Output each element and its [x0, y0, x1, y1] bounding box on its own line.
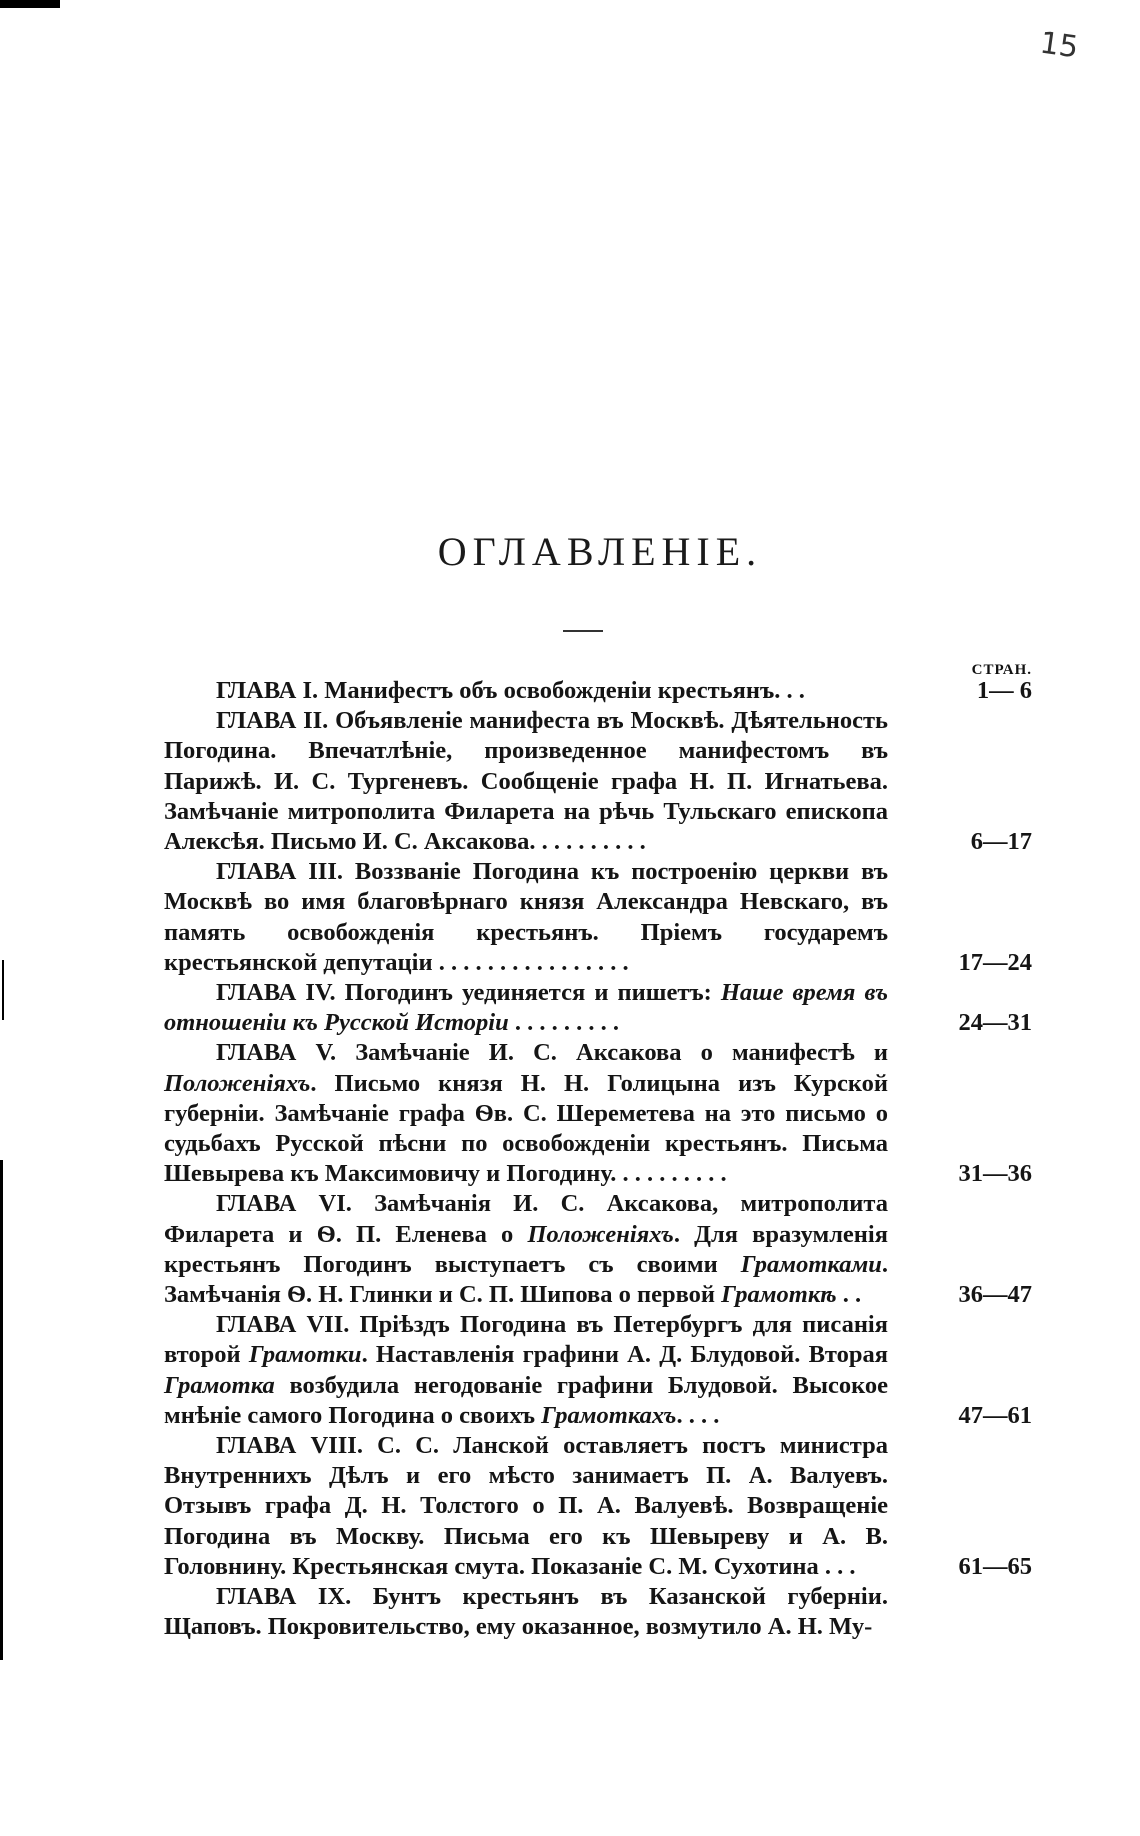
toc-entry-italic-title: Грамотки — [248, 1341, 362, 1369]
scan-edge-mark — [0, 1160, 3, 1660]
title-separator-rule — [563, 630, 603, 632]
page-column-header: СТРАН. — [971, 662, 1032, 678]
toc-entry-text — [164, 676, 888, 706]
toc-entry-page-range: 47—61 — [958, 1401, 1032, 1429]
toc-entry-italic-title: Грамоткахъ — [541, 1401, 677, 1429]
toc-entry-italic-title: Грамоткѣ — [721, 1281, 837, 1309]
toc-entry — [164, 1038, 1032, 1189]
toc-entry-segment: . . — [836, 1281, 862, 1309]
toc-entry — [164, 1431, 1032, 1582]
toc-entry-segment: ГЛАВА III. Воззваніе Погодина къ построенію церкви въ Москвѣ во имя благовѣрнаго князя Александра Невскаго, въ память освобожденія крестьянъ. Пріемъ государемъ крестьянской депутаціи . . . . . . . . . . . . . . . . — [164, 858, 888, 976]
scan-edge-mark — [2, 960, 4, 1020]
toc-entry-segment: ГЛАВА IX. Бунтъ крестьянъ въ Казанской губерніи. Щаповъ. Покровительство, ему оказанное, возмутило А. Н. Му- — [164, 1583, 888, 1641]
toc-entry-page-range: 36—47 — [958, 1281, 1032, 1309]
toc-entry-page-range: 17—24 — [958, 948, 1032, 976]
toc-entry-segment: ГЛАВА II. Объявленіе манифеста въ Москвѣ. Дѣятельность Погодина. Впечатлѣніе, произведенное манифестомъ въ Парижѣ. И. С. Тургеневъ. Сообщеніе графа Н. П. Игнатьева. Замѣчаніе митрополита Филарета на рѣчь Тульскаго епископа Алексѣя. Письмо И. С. Аксакова. . . . . . . . . . — [164, 707, 888, 856]
toc-entry-segment: . Замѣчанія Ѳ. Н. Глинки и С. П. Шипова о первой — [164, 1250, 888, 1309]
toc-entry-page-range: 1— 6 — [976, 677, 1032, 704]
toc-entry — [164, 1310, 1032, 1431]
page-title: ОГЛАВЛЕНІЕ. — [437, 529, 763, 574]
toc-entry-segment: ГЛАВА I. Манифестъ объ освобожденіи крестьянъ. . . — [216, 677, 805, 704]
toc-entry-text — [164, 1431, 888, 1582]
toc-entry-segment: ГЛАВА VIII. С. С. Ланской оставляетъ постъ министра Внутреннихъ Дѣлъ и его мѣсто занимаетъ П. А. Валуевъ. Отзывъ графа Д. Н. Толстого о П. А. Валуевѣ. Возвращеніе Погодина въ Москву. Письма его къ Шевыреву и А. В. Головнину. Крестьянская смута. Показаніе С. М. Сухотина . . . — [164, 1432, 888, 1580]
toc-entry-text — [164, 706, 888, 857]
toc-entry-text — [164, 1582, 888, 1642]
toc-entry — [164, 1189, 1032, 1310]
toc-entry — [164, 978, 1032, 1038]
toc-entry-segment: . . . . — [676, 1401, 720, 1429]
scan-edge-mark — [0, 0, 60, 8]
toc-entry-segment: . Наставленія графини А. Д. Блудовой. Вторая — [361, 1341, 889, 1369]
toc-entry-page-range: 6—17 — [970, 828, 1032, 856]
toc-entry-text — [164, 1038, 888, 1189]
toc-entry-italic-title: Наше время въ отношеніи къ Русской Исторіи — [164, 979, 888, 1037]
toc-entry-text — [164, 1189, 888, 1310]
toc-entry-page-range: 31—36 — [958, 1160, 1032, 1188]
toc-entry-page-range: 61—65 — [958, 1552, 1032, 1580]
page-number-annotation: 15 — [1037, 25, 1081, 66]
toc-entry-segment: ГЛАВА V. Замѣчаніе И. С. Аксакова о манифестѣ и — [216, 1039, 888, 1067]
toc-entry-page-range: 24—31 — [958, 1009, 1032, 1037]
toc-entry — [164, 857, 1032, 978]
toc-entry-segment: ГЛАВА VI. Замѣчанія И. С. Аксакова, митрополита Филарета и Ѳ. П. Еленева о — [164, 1190, 888, 1248]
toc-entry-text — [164, 1310, 888, 1431]
toc-entry-text — [164, 978, 888, 1038]
toc-entry-italic-title: Положеніяхъ — [527, 1220, 674, 1248]
toc-entry — [164, 676, 1032, 706]
toc-entry-text — [164, 857, 888, 978]
toc-entry-segment: . . . . . . . . . — [508, 1009, 619, 1037]
toc-entry-italic-title: Положеніяхъ — [164, 1069, 311, 1097]
toc-entry — [164, 1582, 1032, 1642]
toc-entry-italic-title: Грамотками — [740, 1250, 882, 1278]
toc-entry-segment: возбудила негодованіе графини Блудовой. Высокое мнѣніе самого Погодина о своихъ — [164, 1371, 888, 1429]
table-of-contents — [164, 676, 1032, 1643]
toc-entry-segment: ГЛАВА IV. Погодинъ уединяется и пишетъ: — [216, 979, 721, 1007]
toc-entry — [164, 706, 1032, 857]
toc-entry-segment: ГЛАВА VII. Пріѣздъ Погодина въ Петербургъ для писанія второй — [164, 1311, 888, 1369]
toc-entry-segment: . Письмо князя Н. Н. Голицына изъ Курской губерніи. Замѣчаніе графа Ѳв. С. Шереметева на это письмо о судьбахъ Русской пѣсни по освобожденіи крестьянъ. Письма Шевырева къ Максимовичу и Погодину. . . . . . . . . . — [164, 1069, 888, 1188]
toc-entry-segment: . Для вразумленія крестьянъ Погодинъ выступаетъ съ своими — [164, 1220, 888, 1278]
toc-entry-italic-title: Грамотка — [164, 1371, 275, 1399]
